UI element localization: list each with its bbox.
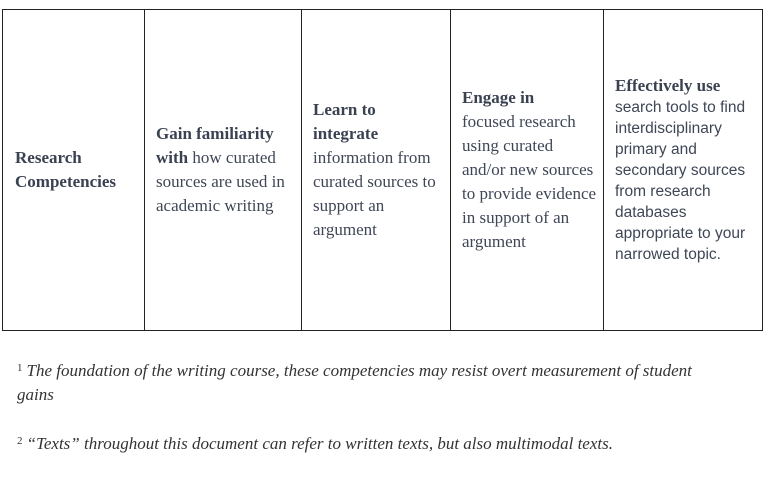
competency-text: search tools to find interdisciplinary primary and secondary sources from research databases appropriate to your narrowed topic. xyxy=(615,99,746,263)
footnote-text: The foundation of the writing course, these competencies may resist overt measurement of student gains xyxy=(17,361,692,404)
competency-cell-familiarity xyxy=(145,10,302,330)
competency-cell-search-tools xyxy=(604,10,762,330)
competency-cell-integrate xyxy=(302,10,451,330)
competency-cell-engage xyxy=(451,10,604,330)
competency-text: information from curated sources to support an argument xyxy=(313,148,436,239)
row-header-cell xyxy=(3,10,145,330)
footnote-mark: 1 xyxy=(17,362,23,374)
competency-title: Engage in xyxy=(462,88,535,107)
competency-title: Gain familiarity with xyxy=(156,124,274,167)
competency-title: Effectively use xyxy=(615,76,721,95)
footnote-text: “Texts” throughout this document can refer to written texts, but also multimodal texts. xyxy=(26,434,613,453)
competencies-table xyxy=(2,9,763,331)
competency-title: Learn to integrate xyxy=(313,100,379,143)
competency-text: how curated sources are used in academic writing xyxy=(156,148,285,215)
competency-text: focused research using curated and/or new sources to provide evidence in support of an argument xyxy=(462,112,597,251)
row-header-label: Research Competencies xyxy=(15,148,117,191)
footnote-2 xyxy=(17,429,737,456)
footnote-mark: 2 xyxy=(17,435,23,447)
footnote-1 xyxy=(17,356,717,407)
